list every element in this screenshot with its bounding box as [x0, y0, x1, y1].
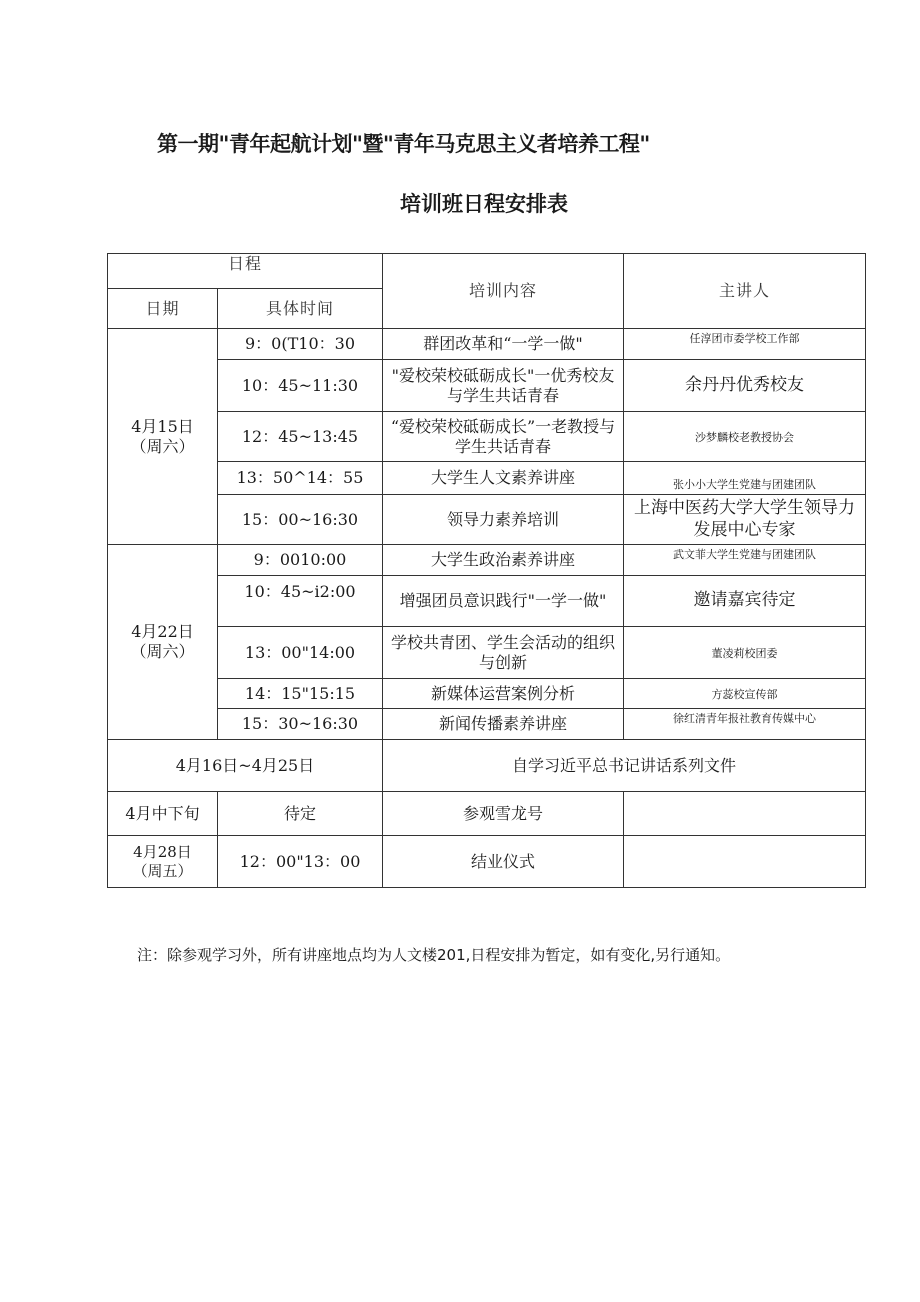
header-schedule: 日程 — [108, 254, 383, 289]
time-cell: 13：50^14：55 — [218, 462, 383, 495]
table-row — [108, 576, 866, 627]
date-cell — [108, 329, 218, 545]
speaker-cell: 任淳团市委学校工作部 — [624, 329, 866, 360]
table-row — [108, 545, 866, 576]
speaker-cell: 张小小大学生党建与团建团队 — [624, 462, 866, 495]
time-cell: 9：0(T10：30 — [218, 329, 383, 360]
visit-date: 4月中下旬 — [108, 792, 218, 836]
table-row — [108, 462, 866, 495]
date-label: 4月22日 — [131, 622, 194, 641]
weekday-label: （周六） — [130, 642, 195, 661]
self-study-dates: 4月16日~4月25日 — [108, 740, 383, 792]
time-cell: 12：45~13:45 — [218, 412, 383, 462]
table-row — [108, 627, 866, 679]
content-cell: 新媒体运营案例分析 — [383, 679, 624, 709]
schedule-table — [107, 253, 866, 888]
content-cell: 新闻传播素养讲座 — [383, 709, 624, 740]
date-label: 4月28日 — [133, 842, 192, 861]
weekday-label: （周六） — [130, 436, 195, 456]
content-cell: "爱校荣校砥砺成长"一优秀校友与学生共话青春 — [383, 360, 624, 412]
content-cell: 大学生人文素养讲座 — [383, 462, 624, 495]
table-row — [108, 836, 866, 888]
header-content: 培训内容 — [383, 254, 624, 329]
speaker-cell: 徐红清青年报社教育传媒中心 — [624, 709, 866, 740]
time-cell: 13：00"14:00 — [218, 627, 383, 679]
speaker-cell: 沙梦麟校老教授协会 — [624, 412, 866, 462]
content-cell: 大学生政治素养讲座 — [383, 545, 624, 576]
closing-time: 12：00"13：00 — [218, 836, 383, 888]
table-row — [108, 792, 866, 836]
table-row — [108, 679, 866, 709]
time-cell: 9：0010:00 — [218, 545, 383, 576]
table-row — [108, 740, 866, 792]
time-cell: 10：45~i2:00 — [218, 576, 383, 627]
self-study-content: 自学习近平总书记讲话系列文件 — [383, 740, 866, 792]
time-cell: 15：00~16:30 — [218, 495, 383, 545]
content-cell: 学校共青团、学生会活动的组织与创新 — [383, 627, 624, 679]
closing-speaker — [624, 836, 866, 888]
table-row — [108, 412, 866, 462]
footnote: 注：除参观学习外，所有讲座地点均为人文楼201,日程安排为暂定，如有变化,另行通知。 — [137, 946, 731, 964]
content-cell: “爱校荣校砥砺成长”一老教授与学生共话青春 — [383, 412, 624, 462]
speaker-cell: 余丹丹优秀校友 — [624, 360, 866, 412]
date-label: 4月15日 — [131, 416, 194, 436]
table-row — [108, 709, 866, 740]
time-cell: 10：45~11:30 — [218, 360, 383, 412]
speaker-cell: 方蕊校宣传部 — [624, 679, 866, 709]
content-cell: 群团改革和“一学一做" — [383, 329, 624, 360]
title-line2: 培训班日程安排表 — [400, 192, 568, 216]
visit-content: 参观雪龙号 — [383, 792, 624, 836]
table-row — [108, 329, 866, 360]
speaker-cell: 董凌莉校团委 — [624, 627, 866, 679]
speaker-cell: 上海中医药大学大学生领导力发展中心专家 — [624, 495, 866, 545]
title-line1: 第一期"青年起航计划"暨"青年马克思主义者培养工程" — [157, 132, 650, 156]
header-date: 日期 — [108, 289, 218, 329]
closing-content: 结业仪式 — [383, 836, 624, 888]
weekday-label: （周五） — [132, 861, 193, 880]
date-cell — [108, 545, 218, 740]
closing-date-cell — [108, 836, 218, 888]
table-row — [108, 495, 866, 545]
header-time: 具体时间 — [218, 289, 383, 329]
visit-speaker — [624, 792, 866, 836]
speaker-cell: 武文菲大学生党建与团建团队 — [624, 545, 866, 576]
time-cell: 14：15"15:15 — [218, 679, 383, 709]
speaker-cell: 邀请嘉宾待定 — [624, 576, 866, 627]
content-cell: 增强团员意识践行"一学一做" — [383, 576, 624, 627]
content-cell: 领导力素养培训 — [383, 495, 624, 545]
header-row — [108, 254, 866, 289]
visit-time: 待定 — [218, 792, 383, 836]
table-row — [108, 360, 866, 412]
time-cell: 15：30~16:30 — [218, 709, 383, 740]
header-speaker: 主讲人 — [624, 254, 866, 329]
